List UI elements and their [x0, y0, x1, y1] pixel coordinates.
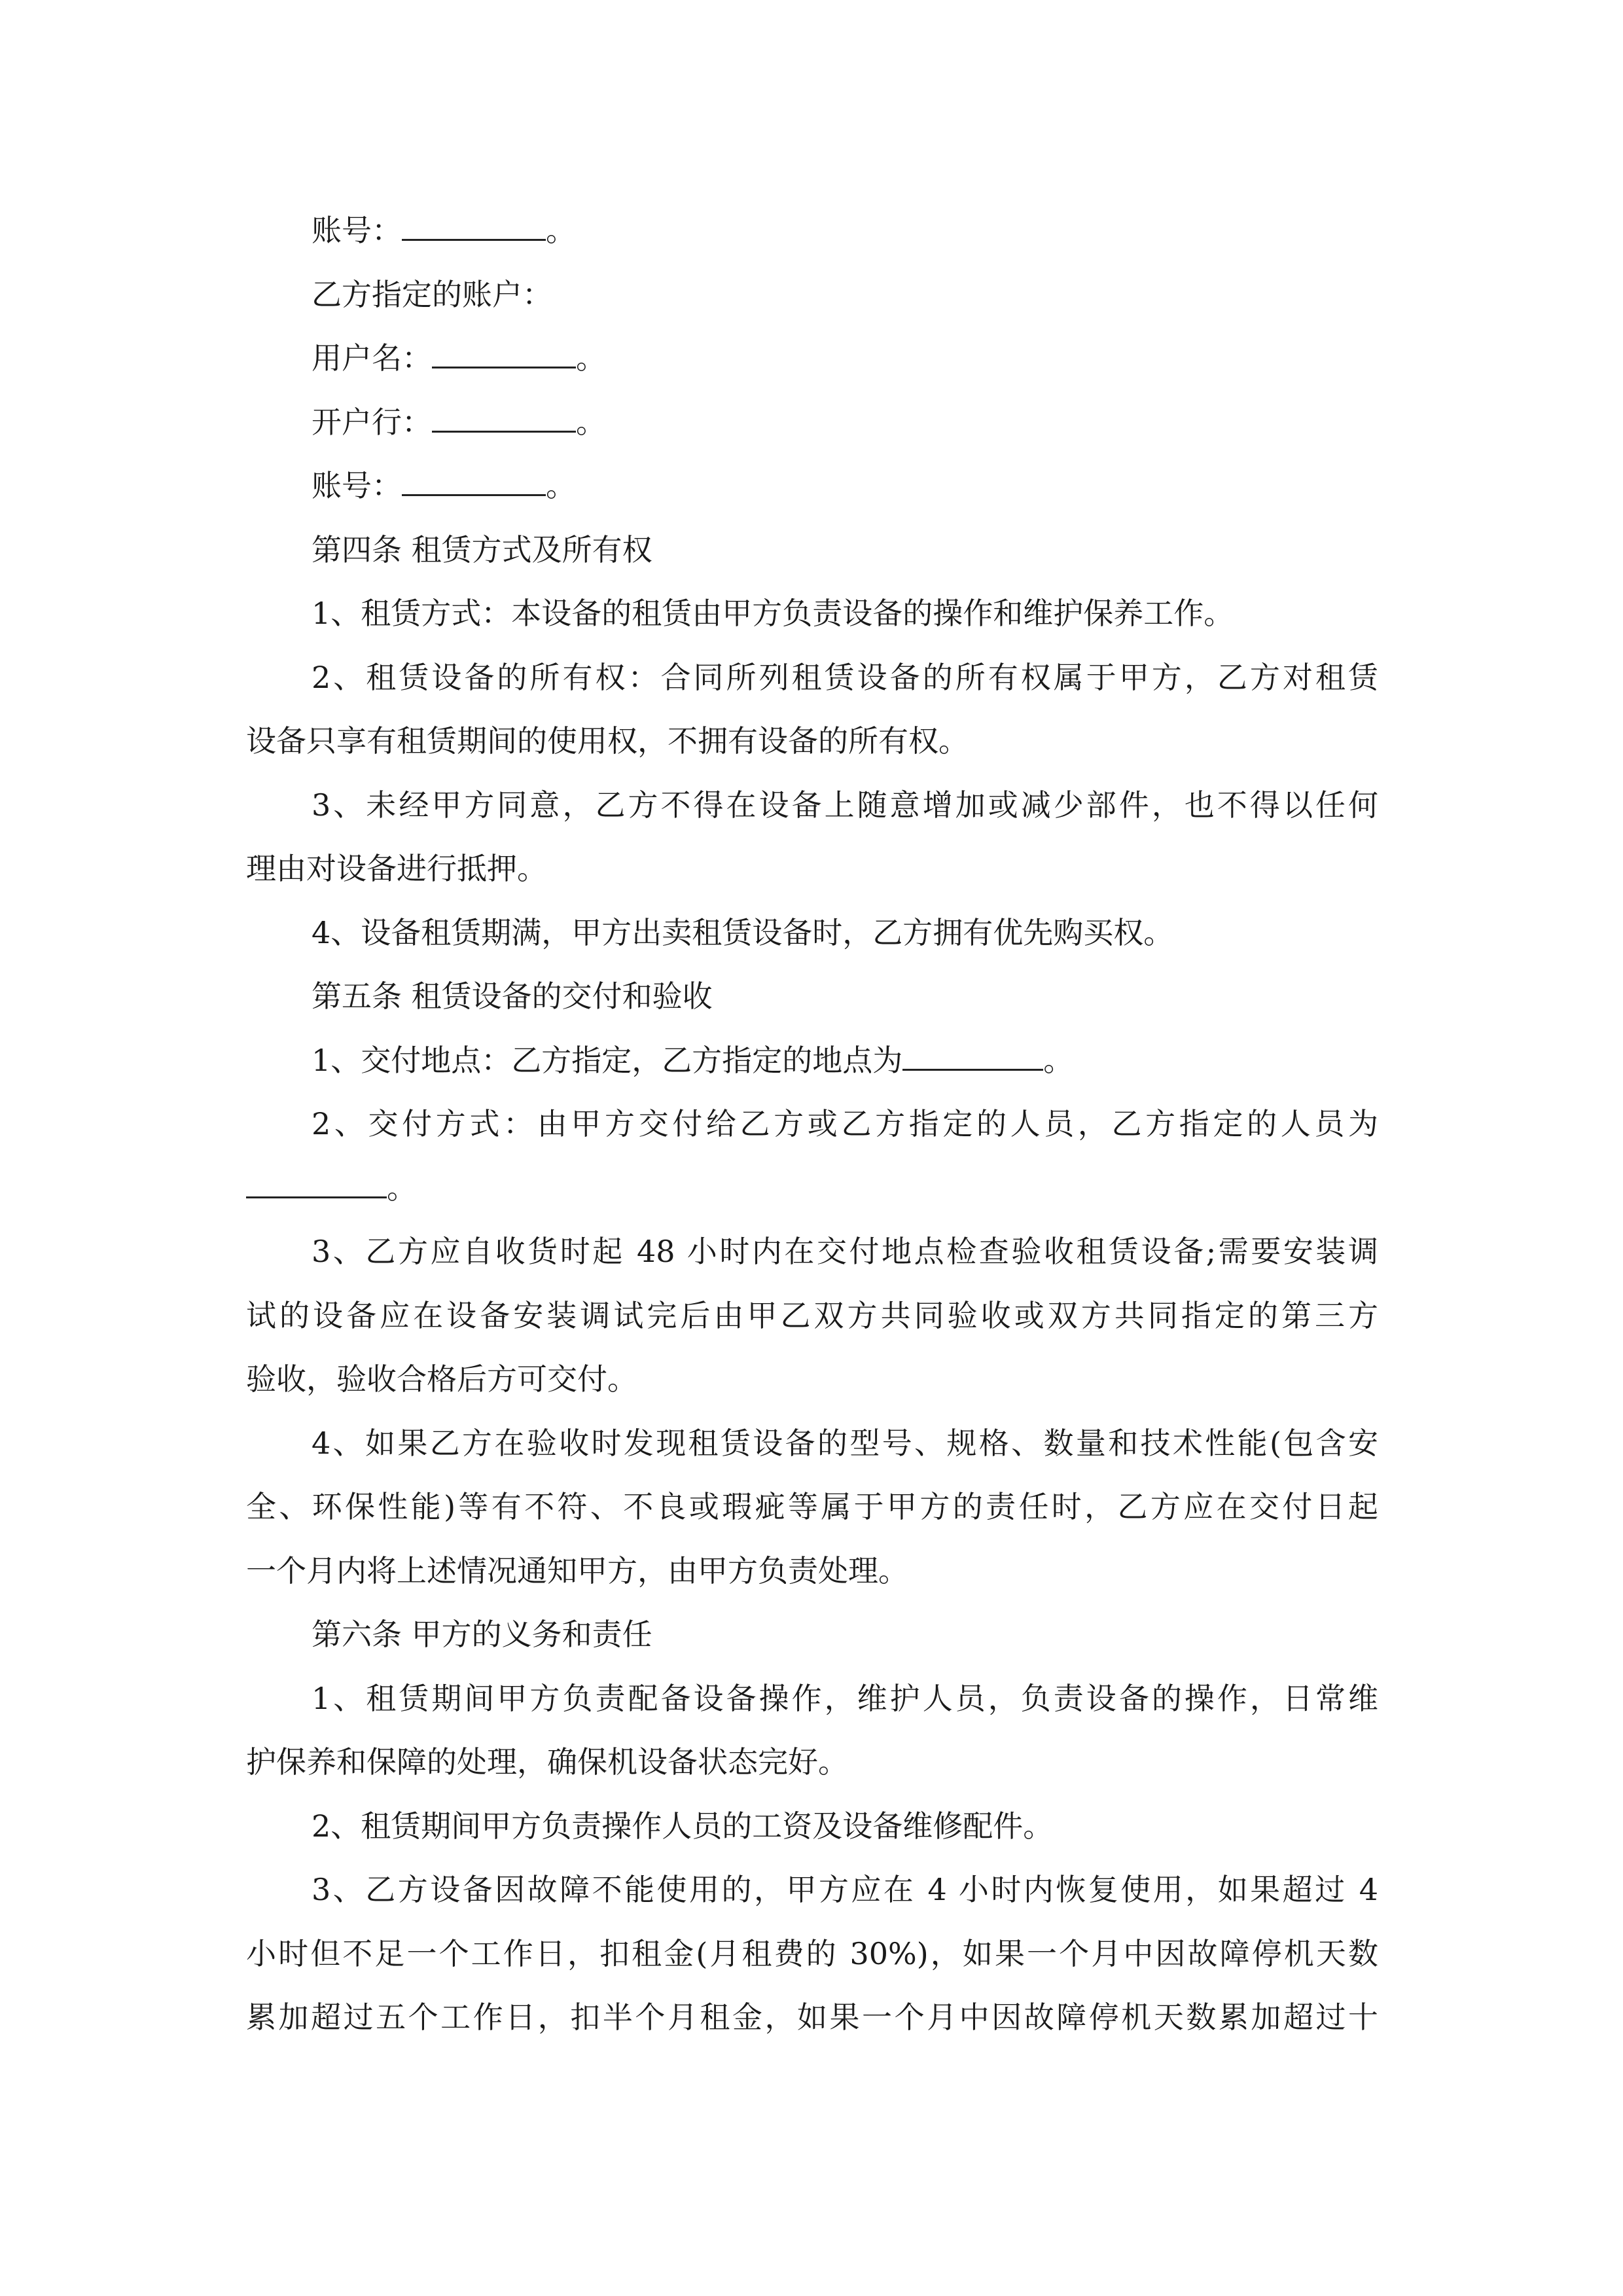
period: 。 [546, 468, 576, 503]
article6-clause1-line1: 1、租赁期间甲方负责配备设备操作，维护人员，负责设备的操作，日常维 [312, 1680, 1378, 1716]
article6-clause2: 2、租赁期间甲方负责操作人员的工资及设备维修配件。 [312, 1808, 1054, 1844]
username-label: 用户名： [312, 340, 432, 376]
account-label: 账号： [312, 213, 402, 248]
article6-clause3-line1: 3、乙方设备因故障不能使用的，甲方应在 4 小时内恢复使用，如果超过 4 [312, 1872, 1378, 1907]
article5-clause4-line1: 4、如果乙方在验收时发现租赁设备的型号、规格、数量和技术性能(包含安 [312, 1425, 1378, 1461]
blank-field [902, 1045, 1043, 1071]
article5-clause4-line3: 一个月内将上述情况通知甲方，由甲方负责处理。 [246, 1552, 908, 1588]
article5-clause2-line1: 2、交付方式：由甲方交付给乙方或乙方指定的人员，乙方指定的人员为 [312, 1106, 1378, 1141]
article4-clause2-line1: 2、租赁设备的所有权：合同所列租赁设备的所有权属于甲方，乙方对租赁 [312, 659, 1378, 695]
article6-clause1-line2: 护保养和保障的处理，确保机设备状态完好。 [246, 1744, 848, 1780]
period: 。 [576, 340, 606, 376]
account-line-2 [246, 454, 1378, 518]
article5-clause3-line2: 试的设备应在设备安装调试完后由甲乙双方共同验收或双方共同指定的第三方 [246, 1297, 1378, 1333]
period: 。 [387, 1170, 417, 1206]
document-body [246, 199, 1378, 2050]
article6-title: 第六条 甲方的义务和责任 [312, 1617, 652, 1652]
period: 。 [546, 213, 576, 248]
article5-clause4-line2: 全、环保性能)等有不符、不良或瑕疵等属于甲方的责任时，乙方应在交付日起 [246, 1489, 1378, 1524]
party-b-account-heading: 乙方指定的账户： [312, 276, 552, 312]
blank-field [432, 407, 576, 433]
article4-clause3-line2: 理由对设备进行抵押。 [246, 851, 547, 886]
clause-text: 1、交付地点：乙方指定，乙方指定的地点为 [312, 1042, 903, 1078]
blank-field [402, 215, 546, 241]
article4-clause1: 1、租赁方式：本设备的租赁由甲方负责设备的操作和维护保养工作。 [312, 596, 1234, 631]
article5-clause3-line1: 3、乙方应自收货时起 48 小时内在交付地点检查验收租赁设备;需要安装调 [312, 1234, 1378, 1269]
username-line [246, 327, 1378, 391]
article4-title: 第四条 租赁方式及所有权 [312, 531, 652, 567]
account-line-1 [246, 199, 1378, 263]
article5-clause3-line3: 验收，验收合格后方可交付。 [246, 1361, 637, 1397]
period: 。 [576, 404, 606, 440]
article5-title: 第五条 租赁设备的交付和验收 [312, 978, 713, 1014]
blank-field [246, 1173, 387, 1198]
bank-label: 开户行： [312, 404, 432, 440]
article4-clause3-line1: 3、未经甲方同意，乙方不得在设备上随意增加或减少部件，也不得以任何 [312, 787, 1378, 823]
period: 。 [1043, 1042, 1074, 1078]
blank-field [432, 343, 576, 368]
blank-field [402, 471, 546, 496]
article5-clause1 [246, 1029, 1378, 1093]
account-label: 账号： [312, 468, 402, 503]
bank-line [246, 391, 1378, 455]
article6-clause3-line3: 累加超过五个工作日，扣半个月租金，如果一个月中因故障停机天数累加超过十 [246, 2000, 1378, 2035]
article4-clause2-line2: 设备只享有租赁期间的使用权，不拥有设备的所有权。 [246, 723, 969, 759]
article5-clause2-line2 [246, 1157, 1378, 1221]
article4-clause4: 4、设备租赁期满，甲方出卖租赁设备时，乙方拥有优先购买权。 [312, 914, 1174, 950]
article6-clause3-line2: 小时但不足一个工作日，扣租金(月租费的 30%)，如果一个月中因故障停机天数 [246, 1935, 1378, 1971]
